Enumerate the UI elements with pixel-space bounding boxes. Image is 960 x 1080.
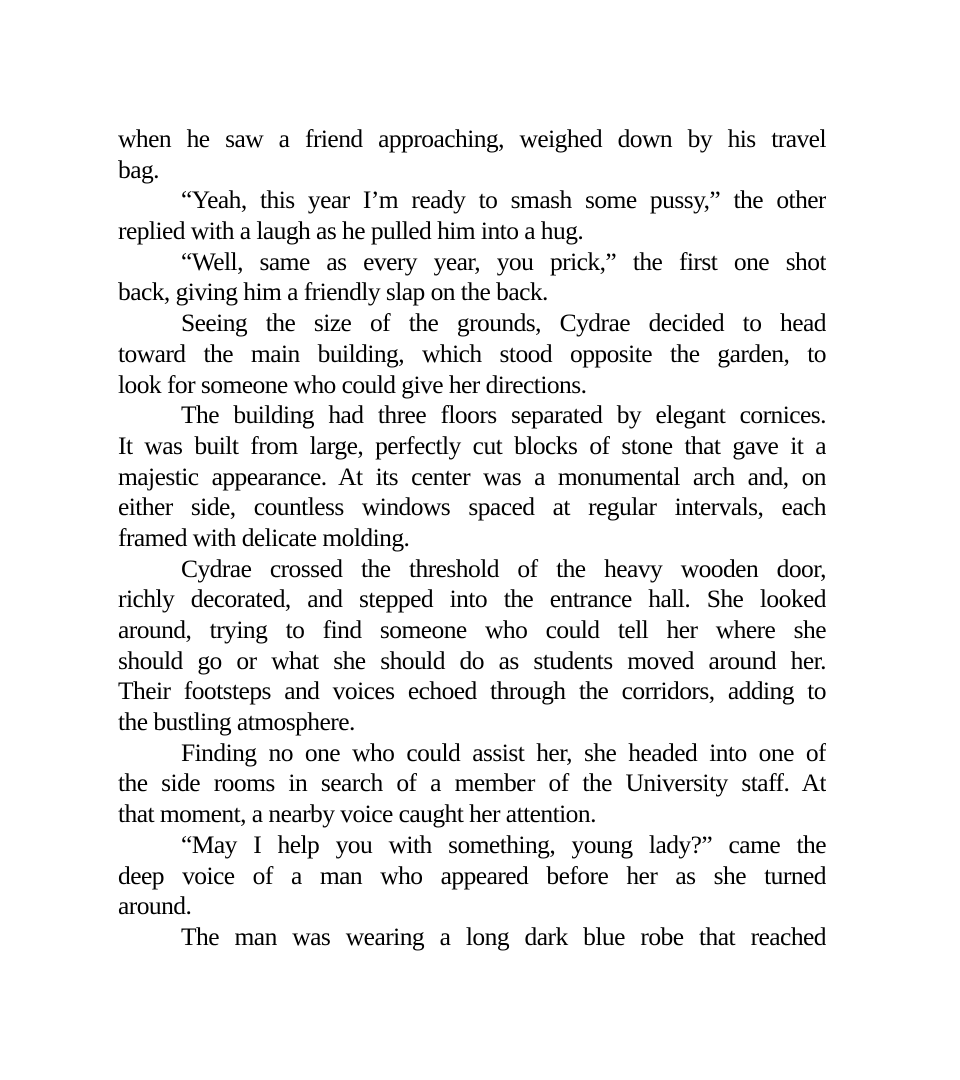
text-line: when he saw a friend approaching, weighed down by his travel [118, 124, 826, 153]
text-line: around. [118, 891, 192, 921]
text-line: framed with delicate molding. [118, 522, 410, 552]
paragraph [118, 400, 826, 553]
text-line: It was built from large, perfectly cut blocks of stone that gave it a [118, 430, 826, 460]
text-line: “Well, same as every year, you prick,” the first one shot [181, 246, 826, 276]
text-line: “Yeah, this year I’m ready to smash some pussy,” the other [181, 185, 826, 215]
text-line: bag. [118, 154, 159, 184]
text-line: replied with a laugh as he pulled him into a hug. [118, 216, 584, 246]
text-line: The man was wearing a long dark blue robe that reached [181, 921, 826, 951]
document-page [118, 124, 826, 953]
text-line: richly decorated, and stepped into the entrance hall. She looked [118, 584, 826, 614]
text-line: Their footsteps and voices echoed through the corridors, adding to [118, 676, 826, 706]
paragraph [118, 554, 826, 738]
text-line: that moment, a nearby voice caught her attention. [118, 799, 596, 829]
text-line: either side, countless windows spaced at regular intervals, each [118, 492, 826, 522]
text-line: Finding no one who could assist her, she headed into one of [181, 737, 826, 767]
text-line: the side rooms in search of a member of the University staff. At [118, 768, 826, 798]
text-line: “May I help you with something, young lady?” came the [181, 829, 826, 859]
text-line: Cydrae crossed the threshold of the heavy wooden door, [181, 553, 826, 583]
text-line: Seeing the size of the grounds, Cydrae decided to head [181, 308, 826, 338]
paragraph [118, 922, 826, 953]
text-line: back, giving him a friendly slap on the back. [118, 277, 548, 307]
text-line: the bustling atmosphere. [118, 707, 355, 737]
paragraph [118, 124, 826, 185]
paragraph [118, 738, 826, 830]
paragraph [118, 247, 826, 308]
paragraph [118, 185, 826, 246]
text-line: The building had three floors separated by elegant cornices. [181, 400, 826, 430]
text-line: should go or what she should do as students moved around her. [118, 645, 826, 675]
text-line: look for someone who could give her directions. [118, 369, 587, 399]
paragraph [118, 830, 826, 922]
text-line: around, trying to find someone who could tell her where she [118, 615, 826, 644]
paragraph [118, 308, 826, 400]
text-line: deep voice of a man who appeared before her as she turned [118, 860, 826, 890]
text-line: majestic appearance. At its center was a monumental arch and, on [118, 461, 826, 491]
text-line: toward the main building, which stood opposite the garden, to [118, 338, 826, 368]
